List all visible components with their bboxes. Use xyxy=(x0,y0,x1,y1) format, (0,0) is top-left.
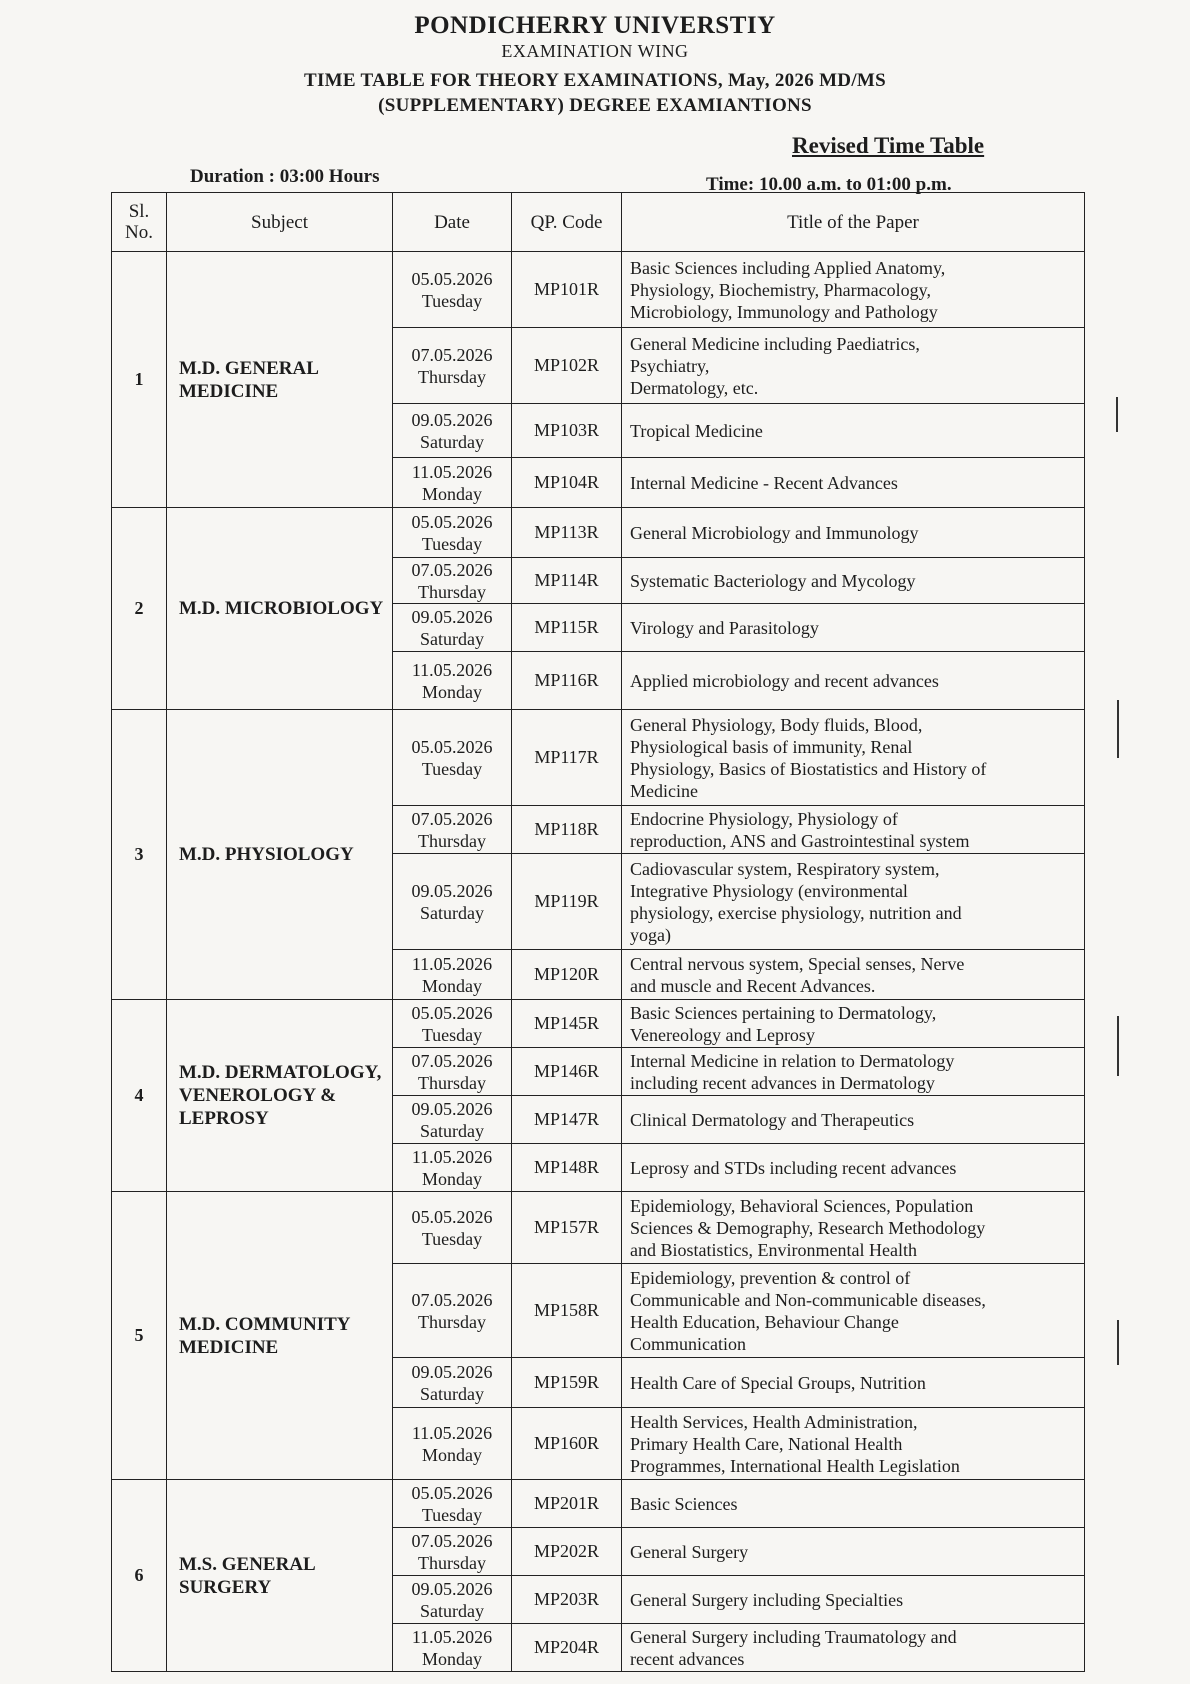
exam-day: Tuesday xyxy=(421,533,483,554)
exam-date: 11.05.2026 xyxy=(411,461,493,482)
paper-title-line: General Physiology, Body fluids, Blood, xyxy=(630,714,923,735)
qp-code: MP114R xyxy=(512,558,622,604)
paper-title xyxy=(622,1576,1085,1624)
qp-code: MP116R xyxy=(512,652,622,710)
exam-date: 07.05.2026 xyxy=(411,344,493,365)
exam-day: Tuesday xyxy=(421,758,483,779)
qp-code: MP118R xyxy=(512,806,622,854)
qp-code: MP201R xyxy=(512,1480,622,1528)
paper-title-line: Communicable and Non-communicable diseases, xyxy=(630,1289,986,1310)
paper-title-line: Cadiovascular system, Respiratory system, xyxy=(630,858,940,879)
qp-code: MP103R xyxy=(512,404,622,458)
paper-title xyxy=(622,1480,1085,1528)
serial-number: 5 xyxy=(112,1192,167,1480)
qp-code: MP101R xyxy=(512,252,622,328)
exam-date: 09.05.2026 xyxy=(411,606,493,627)
table-row xyxy=(112,252,1085,328)
exam-date-cell xyxy=(393,1480,512,1528)
qp-code: MP160R xyxy=(512,1408,622,1480)
exam-date-cell xyxy=(393,1048,512,1096)
paper-title-line: General Surgery xyxy=(630,1541,749,1562)
col-header-title: Title of the Paper xyxy=(622,193,1085,252)
qp-code: MP120R xyxy=(512,950,622,1000)
paper-title xyxy=(622,1528,1085,1576)
subject-name: M.D. GENERAL MEDICINE xyxy=(167,252,393,508)
exam-day: Tuesday xyxy=(421,290,483,311)
time-label: Time: 10.00 a.m. to 01:00 p.m. xyxy=(706,174,952,195)
timetable xyxy=(111,192,1085,1672)
paper-title-line: Internal Medicine - Recent Advances xyxy=(630,472,898,493)
col-header-sl: Sl. No. xyxy=(112,193,167,252)
exam-date: 07.05.2026 xyxy=(411,1289,493,1310)
exam-date-cell xyxy=(393,1358,512,1408)
qp-code: MP147R xyxy=(512,1096,622,1144)
col-header-qp-code: QP. Code xyxy=(512,193,622,252)
exam-day: Tuesday xyxy=(421,1504,483,1525)
qp-code: MP204R xyxy=(512,1624,622,1672)
exam-date: 11.05.2026 xyxy=(411,1422,493,1443)
paper-title xyxy=(622,652,1085,710)
paper-title xyxy=(622,1264,1085,1358)
exam-date: 09.05.2026 xyxy=(411,1361,493,1382)
exam-day: Monday xyxy=(422,1648,482,1669)
table-row xyxy=(112,1192,1085,1264)
col-header-date: Date xyxy=(393,193,512,252)
exam-date-cell xyxy=(393,1624,512,1672)
exam-day: Tuesday xyxy=(421,1024,483,1045)
qp-code: MP203R xyxy=(512,1576,622,1624)
paper-title xyxy=(622,1624,1085,1672)
paper-title-line: recent advances xyxy=(630,1648,745,1669)
exam-date-cell xyxy=(393,1144,512,1192)
subject-name: M.D. DERMATOLOGY, VENEROLOGY & LEPROSY xyxy=(167,1000,393,1192)
paper-title-line: Basic Sciences including Applied Anatomy, xyxy=(630,257,946,278)
exam-date: 11.05.2026 xyxy=(411,659,493,680)
paper-title-line: Tropical Medicine xyxy=(630,420,763,441)
paper-title-line: Physiology, Basics of Biostatistics and History of xyxy=(630,758,987,779)
exam-date: 05.05.2026 xyxy=(411,736,493,757)
exam-date: 11.05.2026 xyxy=(411,1626,493,1647)
university-name: PONDICHERRY UNIVERSTIY xyxy=(414,12,776,39)
paper-title-line: Epidemiology, prevention & control of xyxy=(630,1267,911,1288)
exam-date-cell xyxy=(393,558,512,604)
paper-title-line: and muscle and Recent Advances. xyxy=(630,975,876,996)
qp-code: MP102R xyxy=(512,328,622,404)
paper-title-line: Applied microbiology and recent advances xyxy=(630,670,939,691)
paper-title-line: Internal Medicine in relation to Dermatology xyxy=(630,1050,955,1071)
exam-date-cell xyxy=(393,950,512,1000)
subject-name: M.D. PHYSIOLOGY xyxy=(167,710,393,1000)
exam-day: Thursday xyxy=(418,366,486,387)
table-row xyxy=(112,1000,1085,1048)
paper-title-line: Sciences & Demography, Research Methodology xyxy=(630,1217,986,1238)
exam-date-cell xyxy=(393,328,512,404)
paper-title xyxy=(622,328,1085,404)
paper-title-line: Primary Health Care, National Health xyxy=(630,1433,903,1454)
exam-day: Monday xyxy=(422,975,482,996)
subject-name: M.D. COMMUNITY MEDICINE xyxy=(167,1192,393,1480)
exam-day: Monday xyxy=(422,1168,482,1189)
table-row xyxy=(112,710,1085,806)
exam-date-cell xyxy=(393,710,512,806)
exam-day: Saturday xyxy=(420,1600,484,1621)
exam-date: 07.05.2026 xyxy=(411,1530,493,1551)
scan-edge-mark xyxy=(1116,397,1118,432)
exam-date: 07.05.2026 xyxy=(411,1050,493,1071)
subject-name: M.D. MICROBIOLOGY xyxy=(167,508,393,710)
paper-title-line: General Medicine including Paediatrics, xyxy=(630,333,920,354)
paper-title xyxy=(622,1096,1085,1144)
exam-day: Thursday xyxy=(418,1311,486,1332)
paper-title-line: Integrative Physiology (environmental xyxy=(630,880,908,901)
paper-title xyxy=(622,1358,1085,1408)
exam-date-cell xyxy=(393,854,512,950)
exam-day: Thursday xyxy=(418,830,486,851)
exam-date-cell xyxy=(393,458,512,508)
paper-title xyxy=(622,806,1085,854)
paper-title-line: and Biostatistics, Environmental Health xyxy=(630,1239,917,1260)
qp-code: MP148R xyxy=(512,1144,622,1192)
exam-date-cell xyxy=(393,252,512,328)
paper-title xyxy=(622,404,1085,458)
paper-title-line: Central nervous system, Special senses, Nerve xyxy=(630,953,965,974)
exam-date: 07.05.2026 xyxy=(411,559,493,580)
scan-edge-mark xyxy=(1117,1016,1119,1076)
paper-title-line: Basic Sciences pertaining to Dermatology, xyxy=(630,1002,937,1023)
exam-date-cell xyxy=(393,806,512,854)
wing-name: EXAMINATION WING xyxy=(501,41,689,61)
exam-date: 05.05.2026 xyxy=(411,1482,493,1503)
paper-title xyxy=(622,458,1085,508)
document-title-line1: TIME TABLE FOR THEORY EXAMINATIONS, May, 2026 MD/MS xyxy=(303,70,887,91)
paper-title-line: Health Care of Special Groups, Nutrition xyxy=(630,1372,926,1393)
exam-day: Saturday xyxy=(420,1383,484,1404)
exam-date: 07.05.2026 xyxy=(411,808,493,829)
exam-date-cell xyxy=(393,1096,512,1144)
serial-number: 6 xyxy=(112,1480,167,1672)
paper-title xyxy=(622,854,1085,950)
exam-date: 09.05.2026 xyxy=(411,880,493,901)
paper-title xyxy=(622,1000,1085,1048)
paper-title-line: Psychiatry, xyxy=(630,355,710,376)
serial-number: 1 xyxy=(112,252,167,508)
exam-date-cell xyxy=(393,1264,512,1358)
revised-label: Revised Time Table xyxy=(792,133,985,158)
paper-title-line: Physiology, Biochemistry, Pharmacology, xyxy=(630,279,931,300)
paper-title-line: Virology and Parasitology xyxy=(630,617,819,638)
paper-title-line: Dermatology, etc. xyxy=(630,377,759,398)
paper-title-line: Health Services, Health Administration, xyxy=(630,1411,918,1432)
exam-day: Saturday xyxy=(420,431,484,452)
document-title-line2: (SUPPLEMENTARY) DEGREE EXAMIANTIONS xyxy=(378,95,812,116)
serial-number: 4 xyxy=(112,1000,167,1192)
scan-edge-mark xyxy=(1117,1320,1119,1365)
exam-date-cell xyxy=(393,404,512,458)
exam-day: Saturday xyxy=(420,1120,484,1141)
serial-number: 3 xyxy=(112,710,167,1000)
exam-date: 09.05.2026 xyxy=(411,409,493,430)
paper-title-line: Leprosy and STDs including recent advances xyxy=(630,1157,957,1178)
paper-title-line: General Microbiology and Immunology xyxy=(630,522,919,543)
table-header-row xyxy=(112,193,1085,252)
table-row xyxy=(112,508,1085,558)
exam-date: 09.05.2026 xyxy=(411,1098,493,1119)
exam-date: 05.05.2026 xyxy=(411,268,493,289)
table-row xyxy=(112,1480,1085,1528)
exam-day: Monday xyxy=(422,483,482,504)
paper-title-line: Endocrine Physiology, Physiology of xyxy=(630,808,898,829)
paper-title-line: Basic Sciences xyxy=(630,1493,738,1514)
paper-title xyxy=(622,710,1085,806)
exam-date-cell xyxy=(393,1576,512,1624)
subject-name: M.S. GENERAL SURGERY xyxy=(167,1480,393,1672)
exam-date: 05.05.2026 xyxy=(411,1002,493,1023)
serial-number: 2 xyxy=(112,508,167,710)
paper-title xyxy=(622,950,1085,1000)
paper-title xyxy=(622,1192,1085,1264)
paper-title-line: Programmes, International Health Legislation xyxy=(630,1455,960,1476)
paper-title-line: physiology, exercise physiology, nutrition and xyxy=(630,902,962,923)
duration-label: Duration : 03:00 Hours xyxy=(190,166,380,187)
paper-title-line: Venereology and Leprosy xyxy=(630,1024,815,1045)
paper-title-line: Health Education, Behaviour Change xyxy=(630,1311,899,1332)
exam-date-cell xyxy=(393,1192,512,1264)
qp-code: MP202R xyxy=(512,1528,622,1576)
qp-code: MP145R xyxy=(512,1000,622,1048)
paper-title xyxy=(622,604,1085,652)
paper-title xyxy=(622,558,1085,604)
exam-day: Saturday xyxy=(420,902,484,923)
paper-title xyxy=(622,1048,1085,1096)
qp-code: MP117R xyxy=(512,710,622,806)
exam-day: Tuesday xyxy=(421,1228,483,1249)
paper-title-line: Medicine xyxy=(630,780,698,801)
qp-code: MP157R xyxy=(512,1192,622,1264)
exam-date-cell xyxy=(393,1408,512,1480)
paper-title xyxy=(622,252,1085,328)
exam-date: 05.05.2026 xyxy=(411,1206,493,1227)
qp-code: MP115R xyxy=(512,604,622,652)
exam-day: Thursday xyxy=(418,581,486,602)
exam-date: 11.05.2026 xyxy=(411,953,493,974)
qp-code: MP159R xyxy=(512,1358,622,1408)
exam-day: Saturday xyxy=(420,628,484,649)
exam-date: 11.05.2026 xyxy=(411,1146,493,1167)
paper-title xyxy=(622,508,1085,558)
paper-title-line: Epidemiology, Behavioral Sciences, Population xyxy=(630,1195,974,1216)
paper-title-line: reproduction, ANS and Gastrointestinal system xyxy=(630,830,970,851)
scan-edge-mark xyxy=(1117,700,1119,758)
paper-title xyxy=(622,1408,1085,1480)
paper-title-line: Physiological basis of immunity, Renal xyxy=(630,736,913,757)
qp-code: MP104R xyxy=(512,458,622,508)
exam-date-cell xyxy=(393,1000,512,1048)
paper-title xyxy=(622,1144,1085,1192)
exam-date: 05.05.2026 xyxy=(411,511,493,532)
paper-title-line: Microbiology, Immunology and Pathology xyxy=(630,301,938,322)
paper-title-line: General Surgery including Traumatology and xyxy=(630,1626,957,1647)
exam-day: Monday xyxy=(422,1444,482,1465)
exam-date-cell xyxy=(393,604,512,652)
qp-code: MP158R xyxy=(512,1264,622,1358)
paper-title-line: yoga) xyxy=(630,924,671,945)
exam-day: Monday xyxy=(422,681,482,702)
exam-day: Thursday xyxy=(418,1552,486,1573)
paper-title-line: Communication xyxy=(630,1333,746,1354)
qp-code: MP113R xyxy=(512,508,622,558)
qp-code: MP119R xyxy=(512,854,622,950)
exam-date: 09.05.2026 xyxy=(411,1578,493,1599)
exam-date-cell xyxy=(393,1528,512,1576)
paper-title-line: Clinical Dermatology and Therapeutics xyxy=(630,1109,915,1130)
exam-day: Thursday xyxy=(418,1072,486,1093)
col-header-subject: Subject xyxy=(167,193,393,252)
exam-date-cell xyxy=(393,652,512,710)
paper-title-line: including recent advances in Dermatology xyxy=(630,1072,935,1093)
qp-code: MP146R xyxy=(512,1048,622,1096)
exam-date-cell xyxy=(393,508,512,558)
paper-title-line: Systematic Bacteriology and Mycology xyxy=(630,570,916,591)
paper-title-line: General Surgery including Specialties xyxy=(630,1589,904,1610)
timetable-body xyxy=(112,252,1085,1672)
